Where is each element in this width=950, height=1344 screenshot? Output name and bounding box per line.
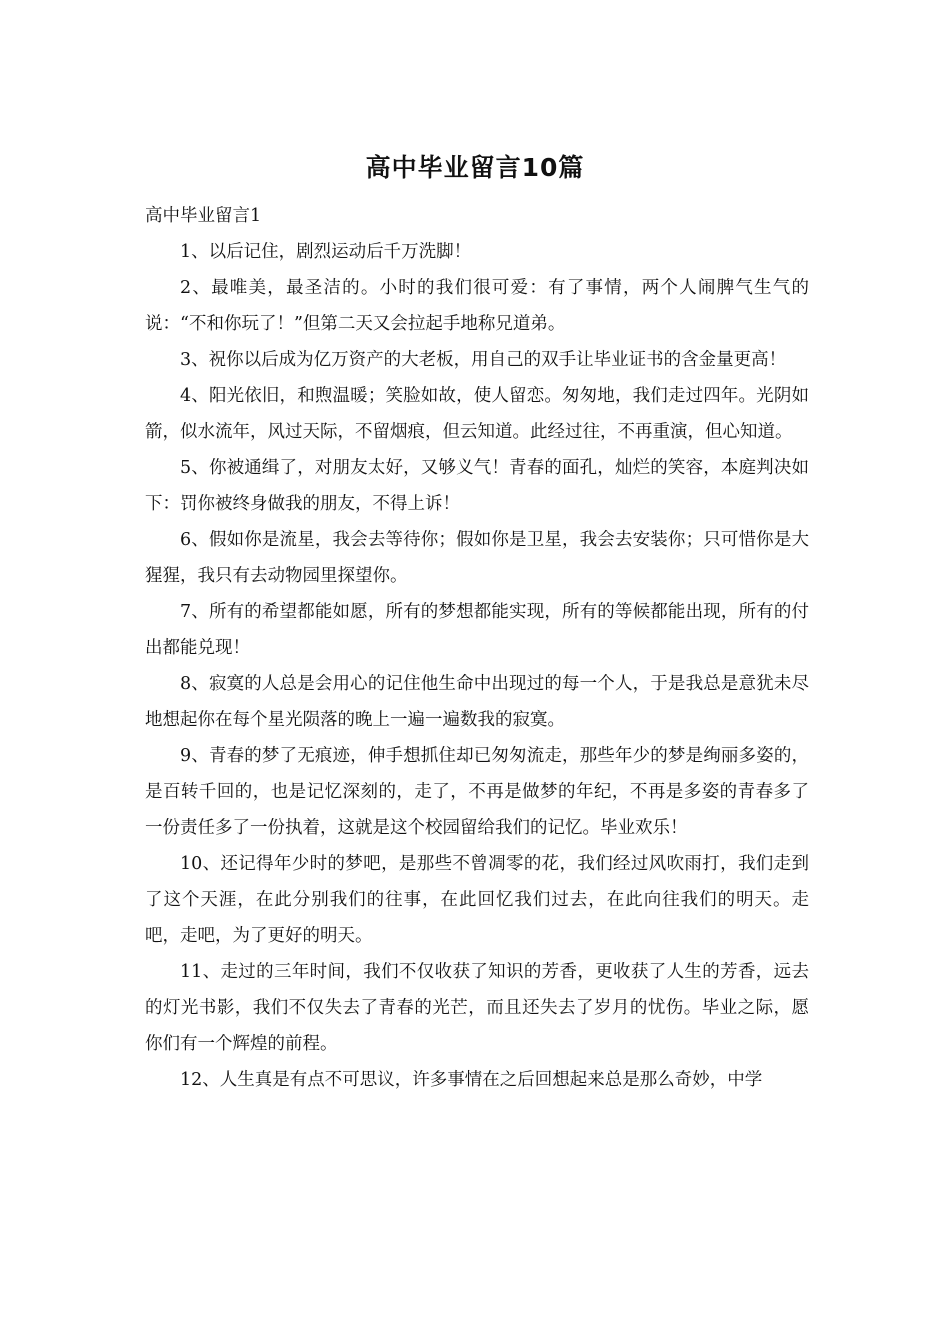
document-title: 高中毕业留言10篇 bbox=[365, 153, 585, 182]
paragraph-1: 1、以后记住，剧烈运动后千万洗脚！ bbox=[180, 242, 472, 262]
section-heading: 高中毕业留言1 bbox=[145, 206, 262, 226]
document-body bbox=[145, 198, 809, 1098]
paragraph-8: 8、寂寞的人总是会用心的记住他生命中出现过的每一个人，于是我总是意犹未尽地想起你在每个星光陨落的晚上一遍一遍数我的寂寞。 bbox=[145, 674, 809, 730]
paragraph-6: 6、假如你是流星，我会去等待你；假如你是卫星，我会去安装你；只可惜你是大猩猩，我只有去动物园里探望你。 bbox=[145, 530, 809, 586]
paragraph-4: 4、阳光依旧，和煦温暖；笑脸如故，使人留恋。匆匆地，我们走过四年。光阴如箭，似水流年，风过天际，不留烟痕，但云知道。此经过往，不再重演，但心知道。 bbox=[145, 386, 809, 442]
paragraph-7: 7、所有的希望都能如愿，所有的梦想都能实现，所有的等候都能出现，所有的付出都能兑现！ bbox=[145, 602, 809, 658]
paragraph-5: 5、你被通缉了，对朋友太好，又够义气！青春的面孔，灿烂的笑容，本庭判决如下：罚你被终身做我的朋友，不得上诉！ bbox=[145, 458, 809, 514]
paragraph-3: 3、祝你以后成为亿万资产的大老板，用自己的双手让毕业证书的含金量更高！ bbox=[180, 350, 787, 370]
paragraph-9: 9、青春的梦了无痕迹，伸手想抓住却已匆匆流走，那些年少的梦是绚丽多姿的，是百转千回的，也是记忆深刻的，走了，不再是做梦的年纪，不再是多姿的青春多了一份责任多了一份执着，这就是这个校园留给我们的记忆。毕业欢乐！ bbox=[145, 746, 809, 838]
paragraph-10: 10、还记得年少时的梦吧，是那些不曾凋零的花，我们经过风吹雨打，我们走到了这个天涯，在此分别我们的往事，在此回忆我们过去，在此向往我们的明天。走吧，走吧，为了更好的明天。 bbox=[145, 854, 809, 946]
paragraph-11: 11、走过的三年时间，我们不仅收获了知识的芳香，更收获了人生的芳香，远去的灯光书影，我们不仅失去了青春的光芒，而且还失去了岁月的忧伤。毕业之际，愿你们有一个辉煌的前程。 bbox=[145, 962, 809, 1054]
paragraph-2: 2、最唯美，最圣洁的。小时的我们很可爱：有了事情，两个人闹脾气生气的说：“不和你玩了！”但第二天又会拉起手地称兄道弟。 bbox=[145, 278, 809, 334]
paragraph-12: 12、人生真是有点不可思议，许多事情在之后回想起来总是那么奇妙，中学 bbox=[180, 1070, 763, 1090]
